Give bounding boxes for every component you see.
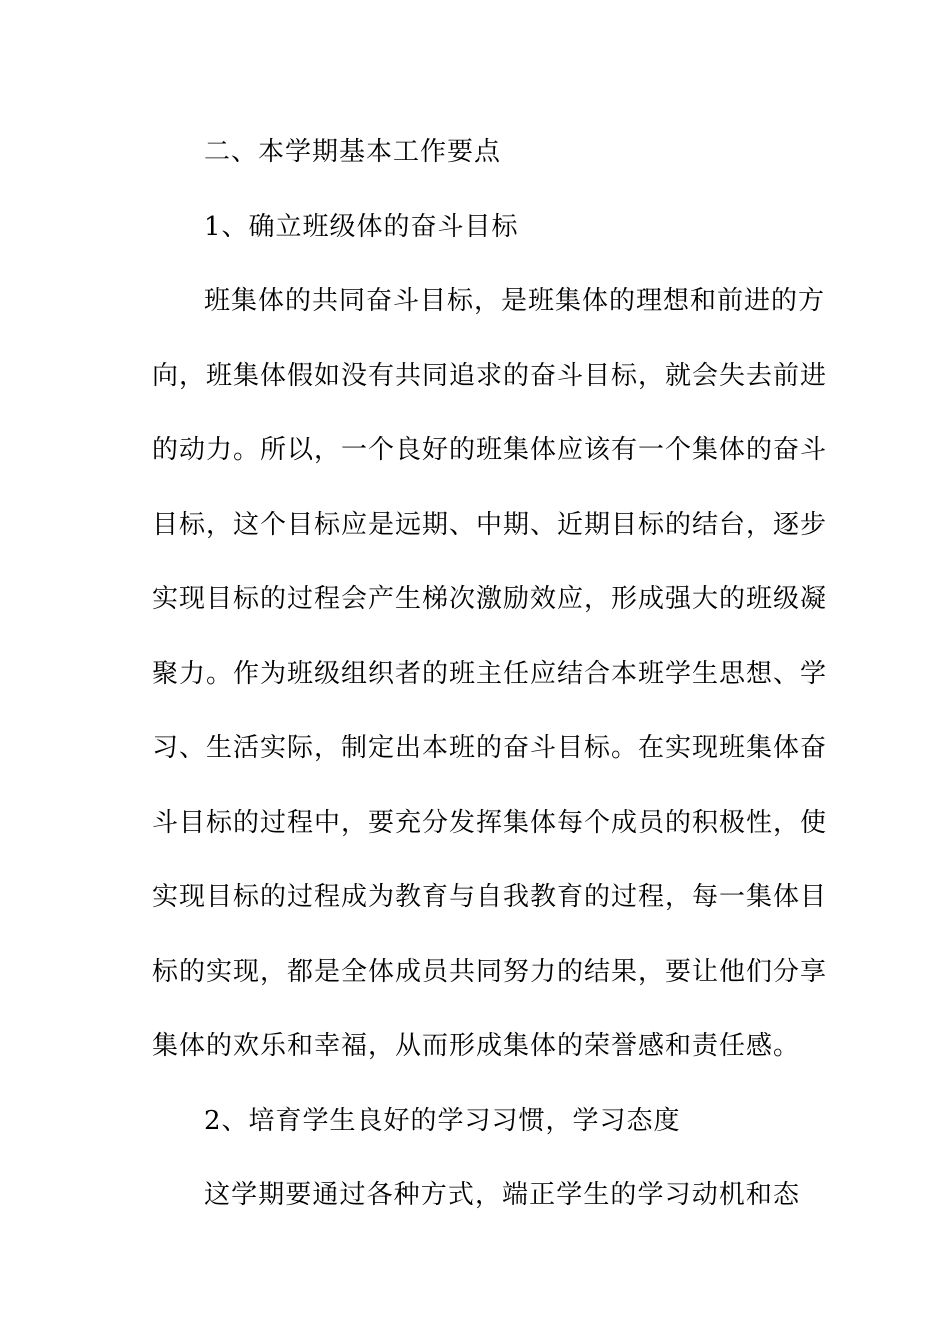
subsection-heading-2: 2、培育学生良好的学习习惯，学习态度 xyxy=(204,1105,681,1136)
paragraph-line: 实现目标的过程成为教育与自我教育的过程，每一集体目 xyxy=(152,882,828,912)
paragraph-line: 目标，这个目标应是远期、中期、近期目标的结台，逐步 xyxy=(152,509,828,540)
paragraph-line: 集体的欢乐和幸福，从而形成集体的荣誉感和责任感。 xyxy=(152,1031,801,1061)
document-body xyxy=(152,126,828,1244)
subsection-heading-1: 1、确立班级体的奋斗目标 xyxy=(204,211,519,242)
paragraph-line: 这学期要通过各种方式，端正学生的学习动机和态 xyxy=(204,1180,800,1210)
section-heading: 二、本学期基本工作要点 xyxy=(204,137,502,167)
paragraph-line: 聚力。作为班级组织者的班主任应结合本班学生思想、学 xyxy=(152,658,828,689)
paragraph-line: 实现目标的过程会产生梯次激励效应，形成强大的班级凝 xyxy=(152,584,828,614)
paragraph-line: 习、生活实际，制定出本班的奋斗目标。在实现班集体奋 xyxy=(152,733,828,763)
paragraph-line: 标的实现，都是全体成员共同努力的结果，要让他们分享 xyxy=(152,956,828,987)
paragraph-line: 班集体的共同奋斗目标，是班集体的理想和前进的方 xyxy=(204,286,826,316)
paragraph-line: 向，班集体假如没有共同追求的奋斗目标，就会失去前进 xyxy=(152,360,828,391)
paragraph-line: 斗目标的过程中，要充分发挥集体每个成员的积极性，使 xyxy=(152,807,828,838)
paragraph-line: 的动力。所以，一个良好的班集体应该有一个集体的奋斗 xyxy=(152,435,828,465)
